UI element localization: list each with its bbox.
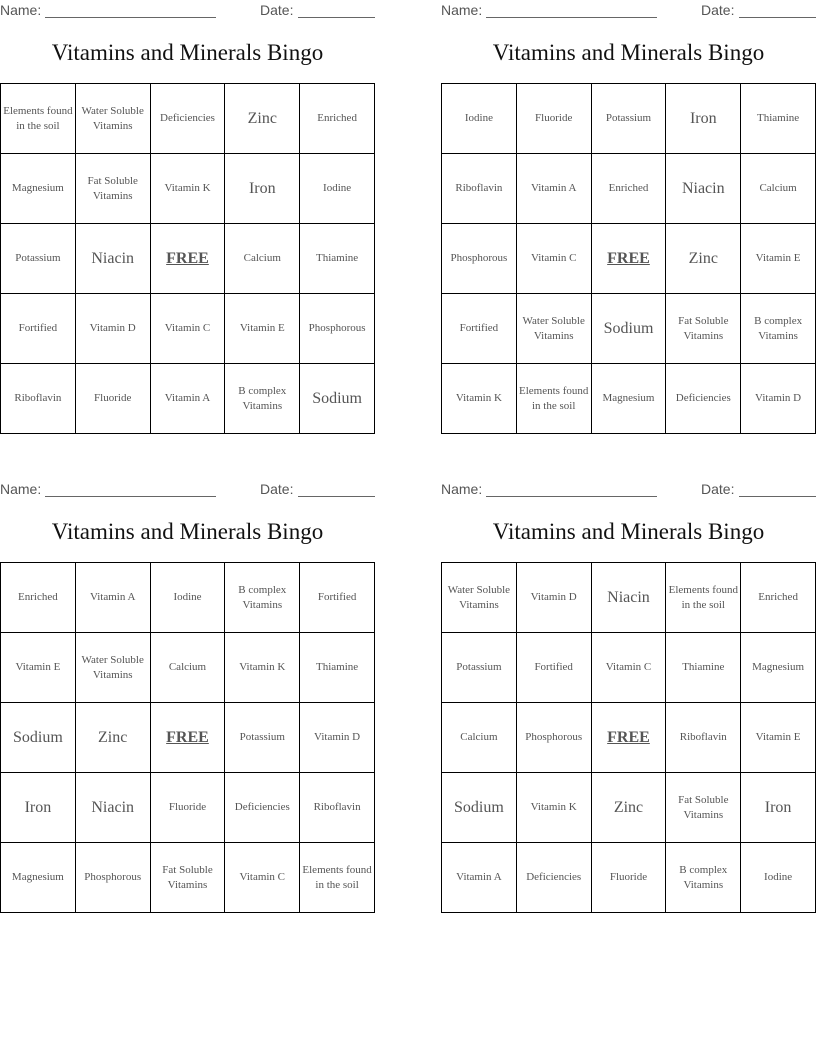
bingo-cell: Vitamin C: [592, 633, 667, 703]
bingo-cell: Vitamin A: [517, 154, 592, 224]
bingo-cell: Calcium: [442, 703, 517, 773]
bingo-cell: Vitamin C: [225, 843, 300, 913]
bingo-cell: Iron: [741, 773, 816, 843]
bingo-cell: Magnesium: [592, 364, 667, 434]
bingo-cell: Water Soluble Vitamins: [517, 294, 592, 364]
bingo-cell: Fluoride: [517, 84, 592, 154]
bingo-cell: Phosphorous: [76, 843, 151, 913]
bingo-cell: Vitamin K: [151, 154, 226, 224]
bingo-cell: Potassium: [1, 224, 76, 294]
name-write-line: [486, 17, 657, 18]
bingo-cell: Potassium: [592, 84, 667, 154]
date-label: Date:: [260, 2, 294, 18]
name-write-line: [45, 496, 216, 497]
bingo-cell: Fat Soluble Vitamins: [151, 843, 226, 913]
bingo-cell: Sodium: [300, 364, 375, 434]
bingo-cell: Calcium: [225, 224, 300, 294]
name-label: Name:: [0, 2, 42, 18]
bingo-cell: Thiamine: [300, 633, 375, 703]
bingo-cell: Niacin: [76, 224, 151, 294]
bingo-cell: Water Soluble Vitamins: [76, 633, 151, 703]
bingo-cell: Calcium: [151, 633, 226, 703]
bingo-cell: Elements found in the soil: [1, 84, 76, 154]
bingo-cell: B complex Vitamins: [741, 294, 816, 364]
bingo-cell: Potassium: [442, 633, 517, 703]
name-label: Name:: [441, 481, 483, 497]
bingo-cell: Sodium: [1, 703, 76, 773]
bingo-cell: Sodium: [592, 294, 667, 364]
bingo-grid: [0, 562, 375, 913]
bingo-cell: Fortified: [517, 633, 592, 703]
bingo-card-4: [441, 479, 816, 915]
card-title: Vitamins and Minerals Bingo: [51, 40, 324, 65]
bingo-cell: Vitamin K: [517, 773, 592, 843]
free-space-cell: FREE: [151, 224, 226, 294]
bingo-cell: Niacin: [592, 563, 667, 633]
bingo-cell: Vitamin D: [741, 364, 816, 434]
bingo-cell: Water Soluble Vitamins: [442, 563, 517, 633]
bingo-cell: Vitamin A: [76, 563, 151, 633]
date-label: Date:: [701, 2, 735, 18]
bingo-cell: Zinc: [225, 84, 300, 154]
bingo-cell: Elements found in the soil: [517, 364, 592, 434]
free-space-cell: FREE: [151, 703, 226, 773]
free-space-cell: FREE: [592, 224, 667, 294]
bingo-cell: Phosphorous: [300, 294, 375, 364]
bingo-cell: Vitamin A: [151, 364, 226, 434]
bingo-cell: Water Soluble Vitamins: [76, 84, 151, 154]
bingo-cell: Deficiencies: [225, 773, 300, 843]
bingo-cell: Magnesium: [1, 154, 76, 224]
bingo-grid: [441, 83, 816, 434]
bingo-card-2: [441, 0, 816, 436]
bingo-cell: B complex Vitamins: [225, 563, 300, 633]
date-label: Date:: [260, 481, 294, 497]
bingo-cell: Vitamin D: [300, 703, 375, 773]
bingo-cell: Vitamin D: [517, 563, 592, 633]
bingo-cell: Fat Soluble Vitamins: [666, 773, 741, 843]
bingo-cell: Vitamin E: [741, 703, 816, 773]
bingo-cell: Iron: [666, 84, 741, 154]
bingo-cell: B complex Vitamins: [225, 364, 300, 434]
bingo-cell: Iodine: [151, 563, 226, 633]
name-write-line: [45, 17, 216, 18]
bingo-cell: Fortified: [300, 563, 375, 633]
bingo-grid: [441, 562, 816, 913]
name-date-header: [441, 481, 816, 499]
bingo-cell: Calcium: [741, 154, 816, 224]
bingo-cell: Enriched: [741, 563, 816, 633]
bingo-cell: Sodium: [442, 773, 517, 843]
bingo-cell: Niacin: [76, 773, 151, 843]
bingo-cell: Vitamin E: [1, 633, 76, 703]
bingo-cell: Iron: [1, 773, 76, 843]
bingo-cell: Niacin: [666, 154, 741, 224]
bingo-cell: Zinc: [76, 703, 151, 773]
date-label: Date:: [701, 481, 735, 497]
bingo-cell: Phosphorous: [442, 224, 517, 294]
bingo-cell: Enriched: [1, 563, 76, 633]
bingo-cell: Elements found in the soil: [666, 563, 741, 633]
name-label: Name:: [441, 2, 483, 18]
bingo-cell: Fortified: [442, 294, 517, 364]
bingo-cell: Fluoride: [151, 773, 226, 843]
name-label: Name:: [0, 481, 42, 497]
bingo-cell: Magnesium: [741, 633, 816, 703]
bingo-cell: B complex Vitamins: [666, 843, 741, 913]
name-date-header: [0, 481, 376, 499]
bingo-cell: Vitamin K: [442, 364, 517, 434]
bingo-cell: Riboflavin: [1, 364, 76, 434]
bingo-cell: Riboflavin: [442, 154, 517, 224]
bingo-cell: Vitamin K: [225, 633, 300, 703]
bingo-cell: Thiamine: [741, 84, 816, 154]
bingo-cell: Fluoride: [592, 843, 667, 913]
bingo-cell: Vitamin E: [741, 224, 816, 294]
card-title: Vitamins and Minerals Bingo: [492, 519, 765, 544]
bingo-cell: Fluoride: [76, 364, 151, 434]
bingo-cell: Vitamin C: [517, 224, 592, 294]
free-space-cell: FREE: [592, 703, 667, 773]
date-write-line: [739, 17, 816, 18]
bingo-cell: Potassium: [225, 703, 300, 773]
bingo-cell: Vitamin E: [225, 294, 300, 364]
card-title: Vitamins and Minerals Bingo: [492, 40, 765, 65]
bingo-cell: Vitamin A: [442, 843, 517, 913]
bingo-cell: Fat Soluble Vitamins: [76, 154, 151, 224]
bingo-cell: Deficiencies: [151, 84, 226, 154]
bingo-cell: Thiamine: [300, 224, 375, 294]
bingo-cell: Enriched: [592, 154, 667, 224]
bingo-cell: Fortified: [1, 294, 76, 364]
bingo-cell: Zinc: [666, 224, 741, 294]
bingo-cell: Zinc: [592, 773, 667, 843]
name-date-header: [441, 2, 816, 20]
name-date-header: [0, 2, 376, 20]
bingo-cell: Deficiencies: [666, 364, 741, 434]
bingo-cell: Magnesium: [1, 843, 76, 913]
name-write-line: [486, 496, 657, 497]
bingo-cell: Iodine: [300, 154, 375, 224]
bingo-cell: Iodine: [442, 84, 517, 154]
date-write-line: [298, 496, 375, 497]
bingo-card-3: [0, 479, 376, 915]
date-write-line: [298, 17, 375, 18]
bingo-cell: Vitamin D: [76, 294, 151, 364]
bingo-cell: Iodine: [741, 843, 816, 913]
bingo-cell: Deficiencies: [517, 843, 592, 913]
bingo-cell: Vitamin C: [151, 294, 226, 364]
bingo-card-1: [0, 0, 376, 436]
bingo-cell: Riboflavin: [666, 703, 741, 773]
bingo-cell: Riboflavin: [300, 773, 375, 843]
bingo-grid: [0, 83, 375, 434]
bingo-cell: Fat Soluble Vitamins: [666, 294, 741, 364]
bingo-cell: Thiamine: [666, 633, 741, 703]
bingo-cell: Enriched: [300, 84, 375, 154]
bingo-cell: Phosphorous: [517, 703, 592, 773]
date-write-line: [739, 496, 816, 497]
bingo-cell: Elements found in the soil: [300, 843, 375, 913]
card-title: Vitamins and Minerals Bingo: [51, 519, 324, 544]
bingo-cell: Iron: [225, 154, 300, 224]
